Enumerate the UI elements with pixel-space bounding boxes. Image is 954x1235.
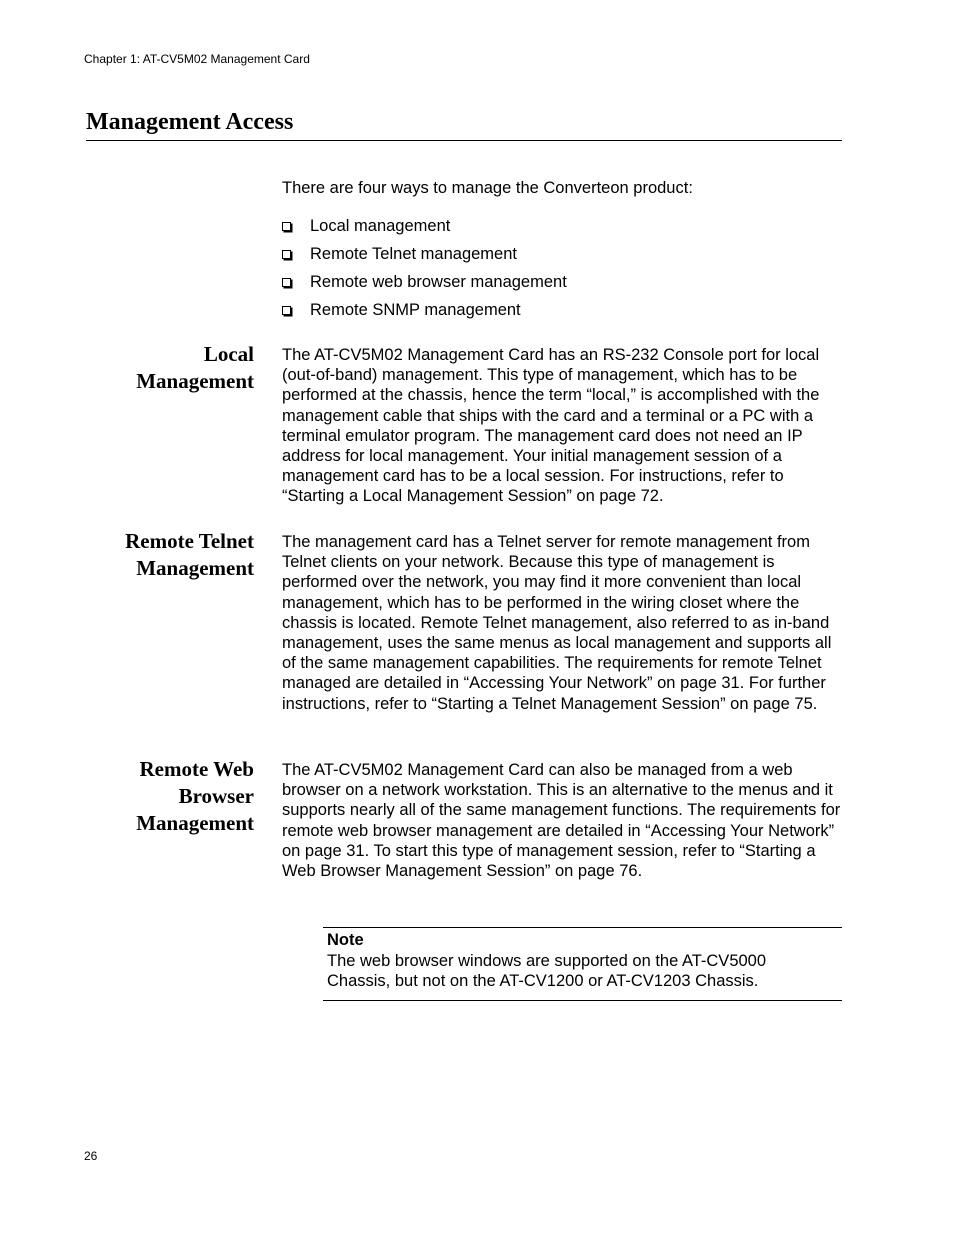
- remote-web-browser-paragraph: The AT-CV5M02 Management Card can also be managed from a web browser on a network workstation. This is an alternative to the menus and it supports nearly all of the same management functions. The requirements for remote web browser management are detailed in “Accessing Your Network” on page 31. To start this type of management session, refer to “Starting a Web Browser Management Session” on page 76.: [282, 761, 841, 881]
- note-label: Note: [327, 931, 364, 949]
- title-rule: [86, 140, 842, 141]
- side-heading-line: Management: [136, 556, 254, 580]
- list-item-text: Remote SNMP management: [310, 301, 521, 319]
- running-header: Chapter 1: AT-CV5M02 Management Card: [84, 52, 310, 66]
- note-text: The web browser windows are supported on the AT-CV5000 Chassis, but not on the AT-CV1200 or AT-CV1203 Chassis.: [327, 952, 767, 991]
- remote-telnet-paragraph: The management card has a Telnet server for remote management from Telnet clients on your network. Because this type of management is performed over the network, you may find it more convenient than local management, which has to be performed in the wiring closet where the chassis is located. Remote Telnet management, also referred to as in-band management, uses the same menus as local management and supports all of the same management capabilities. The requirements for remote Telnet managed are detailed in “Accessing Your Network” on page 31. For further instructions, refer to “Starting a Telnet Management Session” on page 75.: [282, 533, 832, 713]
- side-heading-remote-telnet-management: [54, 528, 254, 582]
- side-heading-line: Browser: [178, 784, 254, 808]
- intro-paragraph: There are four ways to manage the Converteon product:: [282, 179, 693, 197]
- side-heading-line: Remote Telnet: [125, 529, 254, 553]
- square-bullet-icon: [282, 250, 291, 259]
- side-heading-line: Local: [203, 342, 254, 366]
- side-heading-remote-web-browser-management: [54, 756, 254, 837]
- list-item-text: Remote Telnet management: [310, 245, 517, 263]
- note-bottom-rule: [323, 1000, 842, 1001]
- square-bullet-icon: [282, 278, 291, 287]
- side-heading-line: Remote Web: [139, 757, 254, 781]
- list-item-text: Remote web browser management: [310, 273, 567, 291]
- page-number: 26: [84, 1149, 98, 1163]
- section-title: Management Access: [86, 109, 294, 135]
- square-bullet-icon: [282, 306, 291, 315]
- side-heading-line: Management: [136, 369, 254, 393]
- square-bullet-icon: [282, 222, 291, 231]
- side-heading-line: Management: [136, 811, 254, 835]
- side-heading-local-management: [54, 341, 254, 395]
- list-item-text: Local management: [310, 217, 451, 235]
- note-top-rule: [323, 927, 842, 928]
- local-management-paragraph: The AT-CV5M02 Management Card has an RS-232 Console port for local (out-of-band) management. This type of management, which has to be performed at the chassis, hence the term “local,” is accomplished with the management cable that ships with the card and a terminal or a PC with a terminal emulator program. The management card does not need an IP address for local management. Your initial management session of a management card has to be a local session. For instructions, refer to “Starting a Local Management Session” on page 72.: [282, 346, 820, 506]
